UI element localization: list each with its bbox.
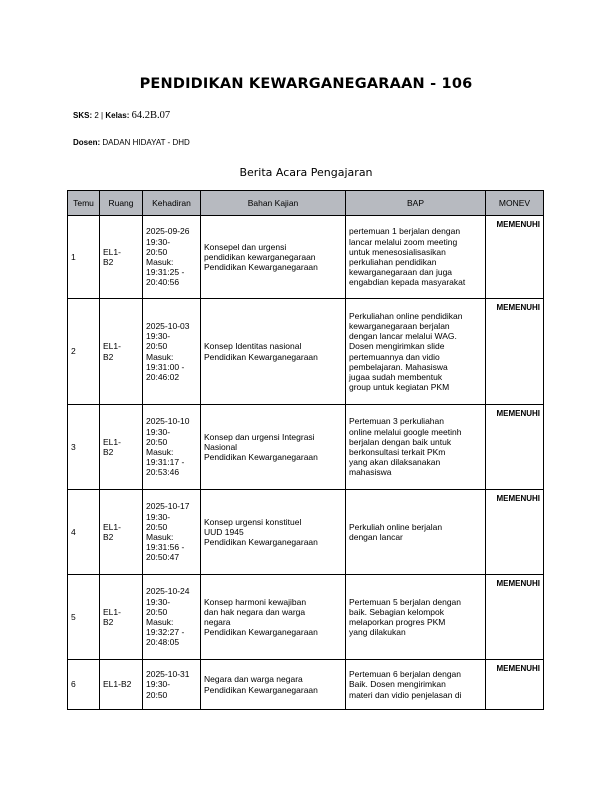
bap-cell-line: mahasiswa xyxy=(349,467,392,478)
kehadiran-cell-line: 19:30- xyxy=(146,596,171,607)
bahan-kajian-cell-line: Konsep dan urgensi Integrasi xyxy=(204,431,315,442)
sks-label: SKS: xyxy=(73,111,93,120)
kehadiran-cell-line: 20:50 xyxy=(146,689,168,700)
bahan-kajian-cell-line: pendidikan kewarganegaraan xyxy=(204,251,316,262)
kehadiran-cell-line: 19:31:56 - xyxy=(146,542,185,553)
kehadiran-cell xyxy=(143,299,201,405)
ruang-cell-line: EL1- xyxy=(103,341,121,352)
kehadiran-cell-line: Masuk: xyxy=(146,447,174,457)
temu-cell: 6 xyxy=(68,660,100,710)
bap-cell xyxy=(346,660,486,710)
kehadiran-cell-line: 19:30- xyxy=(146,331,171,342)
kehadiran-cell-line: 2025-10-24 xyxy=(146,586,190,597)
header-kehadiran: Kehadiran xyxy=(143,191,201,216)
bap-cell-line: perkuliahan pendidikan xyxy=(349,257,437,267)
kehadiran-cell-line: 19:31:25 - xyxy=(146,267,185,278)
bahan-kajian-cell-line: Pendidikan Kewarganegaraan xyxy=(204,452,318,463)
bahan-kajian-cell xyxy=(201,490,346,575)
ruang-cell xyxy=(100,660,143,710)
bap-cell-line: dengan lancar xyxy=(349,532,403,542)
bahan-kajian-cell-line: Pendidikan Kewarganegaraan xyxy=(204,627,318,638)
kehadiran-cell-line: 20:50 xyxy=(146,246,168,257)
bahan-kajian-cell-line: Negara dan warga negara xyxy=(204,674,303,685)
kehadiran-cell-line: 20:50 xyxy=(146,341,168,352)
table-row xyxy=(68,299,544,405)
bap-cell xyxy=(346,490,486,575)
bahan-kajian-cell-line: Konsep urgensi konstituel xyxy=(204,516,302,527)
ruang-cell-line: B2 xyxy=(103,532,114,542)
header-temu: Temu xyxy=(68,191,100,216)
monev-status: MEMENUHI xyxy=(486,490,544,575)
bahan-kajian-cell xyxy=(201,660,346,710)
bap-cell-line: pertemuan 1 berjalan dengan xyxy=(349,226,461,237)
ruang-cell-line: B2 xyxy=(103,447,114,457)
bap-cell-line: pertemuannya dan vidio xyxy=(349,351,440,362)
bap-cell-line: kewarganegaraan dan juga xyxy=(349,267,453,278)
kehadiran-cell-line: 19:30- xyxy=(146,426,171,437)
kelas-label: Kelas: xyxy=(105,111,130,120)
dosen-value: DADAN HIDAYAT - DHD xyxy=(102,138,190,147)
ruang-cell-line: EL1- xyxy=(103,521,121,532)
bahan-kajian-cell xyxy=(201,299,346,405)
monev-status: MEMENUHI xyxy=(486,575,544,660)
bap-cell-line: dengan lancar melalui WAG. xyxy=(349,331,457,342)
bap-cell-line: kewarganegaraan berjalan xyxy=(349,320,450,331)
table-header xyxy=(68,191,544,216)
ruang-cell-line: B2 xyxy=(103,257,114,267)
monev-status: MEMENUHI xyxy=(486,299,544,405)
bahan-kajian-cell-line: Pendidikan Kewarganegaraan xyxy=(204,684,318,695)
kehadiran-cell-line: Masuk: xyxy=(146,617,174,627)
bap-cell-line: Pertemuan 6 berjalan dengan xyxy=(349,669,461,680)
kehadiran-cell-line: 2025-10-10 xyxy=(146,416,190,427)
kehadiran-cell-line: Masuk: xyxy=(146,351,174,362)
meta-separator: | xyxy=(101,111,104,120)
bap-cell-line: jugaa sudah membentuk xyxy=(349,371,443,382)
kehadiran-cell-line: 20:46:02 xyxy=(146,371,180,382)
bap-cell-line: yang dilakukan xyxy=(349,627,406,638)
ruang-cell xyxy=(100,405,143,490)
ruang-cell xyxy=(100,575,143,660)
lecturer-line xyxy=(73,138,190,147)
bap-cell-line: Pertemuan 5 berjalan dengan xyxy=(349,596,461,607)
bahan-kajian-cell-line: Pendidikan Kewarganegaraan xyxy=(204,262,318,273)
monev-status: MEMENUHI xyxy=(486,405,544,490)
table-row xyxy=(68,660,544,710)
bahan-kajian-cell-line: Nasional xyxy=(204,441,238,452)
bap-cell-line: Pertemuan 3 perkuliahan xyxy=(349,416,444,427)
bap-cell-line: untuk menesosialisasikan xyxy=(349,246,446,257)
header-monev: MONEV xyxy=(486,191,544,216)
kehadiran-cell-line: 2025-10-03 xyxy=(146,320,190,331)
kehadiran-cell xyxy=(143,405,201,490)
kehadiran-cell-line: 20:50 xyxy=(146,521,168,532)
monev-status: MEMENUHI xyxy=(486,660,544,710)
table-row xyxy=(68,405,544,490)
kehadiran-cell-line: 20:53:46 xyxy=(146,467,180,478)
bahan-kajian-cell-line: Pendidikan Kewarganegaraan xyxy=(204,351,318,362)
bahan-kajian-cell xyxy=(201,216,346,299)
header-bap: BAP xyxy=(346,191,486,216)
kehadiran-cell xyxy=(143,216,201,299)
bahan-kajian-cell-line: negara xyxy=(204,617,231,627)
header-ruang: Ruang xyxy=(100,191,143,216)
temu-cell: 3 xyxy=(68,405,100,490)
ruang-cell xyxy=(100,490,143,575)
bap-cell-line: baik. Sebagian kelompok xyxy=(349,606,444,617)
ruang-cell xyxy=(100,299,143,405)
bap-cell xyxy=(346,405,486,490)
monev-status: MEMENUHI xyxy=(486,216,544,299)
kehadiran-cell-line: 20:50 xyxy=(146,436,168,447)
temu-cell: 2 xyxy=(68,299,100,405)
bap-cell xyxy=(346,575,486,660)
ruang-cell-line: EL1- xyxy=(103,606,121,617)
table-body xyxy=(68,216,544,710)
bap-cell-line: melaporkan progres PKM xyxy=(349,617,446,627)
bap-cell-line: yang akan dilaksanakan xyxy=(349,457,441,468)
ruang-cell-line: EL1- xyxy=(103,436,121,447)
kehadiran-cell-line: 19:30- xyxy=(146,679,171,690)
bahan-kajian-cell-line: dan hak negara dan warga xyxy=(204,606,306,617)
temu-cell: 1 xyxy=(68,216,100,299)
ruang-cell-line: EL1- xyxy=(103,246,121,257)
kehadiran-cell-line: 20:50:47 xyxy=(146,552,180,563)
bap-cell-line: group untuk kegiatan PKM xyxy=(349,382,450,393)
kehadiran-cell-line: 20:48:05 xyxy=(146,637,180,648)
kehadiran-cell-line: 19:32:27 - xyxy=(146,627,185,638)
bap-cell-line: berkonsultasi terkait PKm xyxy=(349,447,446,457)
teaching-record-table xyxy=(67,190,544,710)
bap-cell-line: Dosen mengirimkan slide xyxy=(349,341,445,352)
kehadiran-cell-line: 19:31:17 - xyxy=(146,457,185,468)
ruang-cell-line: EL1-B2 xyxy=(103,679,132,690)
bahan-kajian-cell-line: Konsep harmoni kewajiban xyxy=(204,596,307,607)
bap-cell-line: online melalui google meetinh xyxy=(349,426,462,437)
temu-cell: 5 xyxy=(68,575,100,660)
bap-cell-line: engabdian kepada masyarakat xyxy=(349,277,466,288)
bahan-kajian-cell-line: Konsepel dan urgensi xyxy=(204,241,287,252)
bahan-kajian-cell-line: Konsep Identitas nasional xyxy=(204,341,302,352)
kehadiran-cell-line: 20:40:56 xyxy=(146,277,180,288)
table-row xyxy=(68,490,544,575)
ruang-cell-line: B2 xyxy=(103,617,114,627)
dosen-label: Dosen: xyxy=(73,138,101,147)
kehadiran-cell-line: 2025-10-31 xyxy=(146,669,190,680)
kehadiran-cell-line: 20:50 xyxy=(146,606,168,617)
bap-cell xyxy=(346,299,486,405)
ruang-cell xyxy=(100,216,143,299)
table-row xyxy=(68,575,544,660)
header-bahan-kajian: Bahan Kajian xyxy=(201,191,346,216)
kelas-value: 64.2B.07 xyxy=(131,110,171,121)
kehadiran-cell-line: 19:30- xyxy=(146,236,171,247)
kehadiran-cell xyxy=(143,660,201,710)
bap-cell-line: lancar melalui zoom meeting xyxy=(349,236,458,247)
temu-cell: 4 xyxy=(68,490,100,575)
ruang-cell-line: B2 xyxy=(103,351,114,362)
table-header-row xyxy=(68,191,544,216)
bap-cell-line: Baik. Dosen mengirimkan xyxy=(349,679,446,690)
bahan-kajian-cell-line: UUD 1945 xyxy=(204,526,244,537)
bap-cell-line: berjalan dengan baik untuk xyxy=(349,436,452,447)
bap-cell-line: pembelajaran. Mahasiswa xyxy=(349,361,448,372)
bap-cell-line: materi dan vidio penjelasan di xyxy=(349,689,462,700)
bahan-kajian-cell-line: Pendidikan Kewarganegaraan xyxy=(204,537,318,548)
page-title: PENDIDIKAN KEWARGANEGARAAN - 106 xyxy=(139,76,473,92)
bahan-kajian-cell xyxy=(201,405,346,490)
kehadiran-cell-line: Masuk: xyxy=(146,257,174,267)
section-subtitle: Berita Acara Pengajaran xyxy=(239,166,373,179)
bap-cell xyxy=(346,216,486,299)
kehadiran-cell xyxy=(143,490,201,575)
kehadiran-cell-line: Masuk: xyxy=(146,532,174,542)
sks-value: 2 xyxy=(94,111,99,120)
kehadiran-cell-line: 19:31:00 - xyxy=(146,361,185,372)
kehadiran-cell-line: 2025-09-26 xyxy=(146,226,190,237)
course-meta-line xyxy=(73,110,170,121)
bap-cell-line: Perkuliahan online pendidikan xyxy=(349,310,463,321)
table-row xyxy=(68,216,544,299)
bap-cell-line: Perkuliah online berjalan xyxy=(349,521,443,532)
kehadiran-cell-line: 19:30- xyxy=(146,511,171,522)
kehadiran-cell-line: 2025-10-17 xyxy=(146,501,190,512)
bahan-kajian-cell xyxy=(201,575,346,660)
kehadiran-cell xyxy=(143,575,201,660)
